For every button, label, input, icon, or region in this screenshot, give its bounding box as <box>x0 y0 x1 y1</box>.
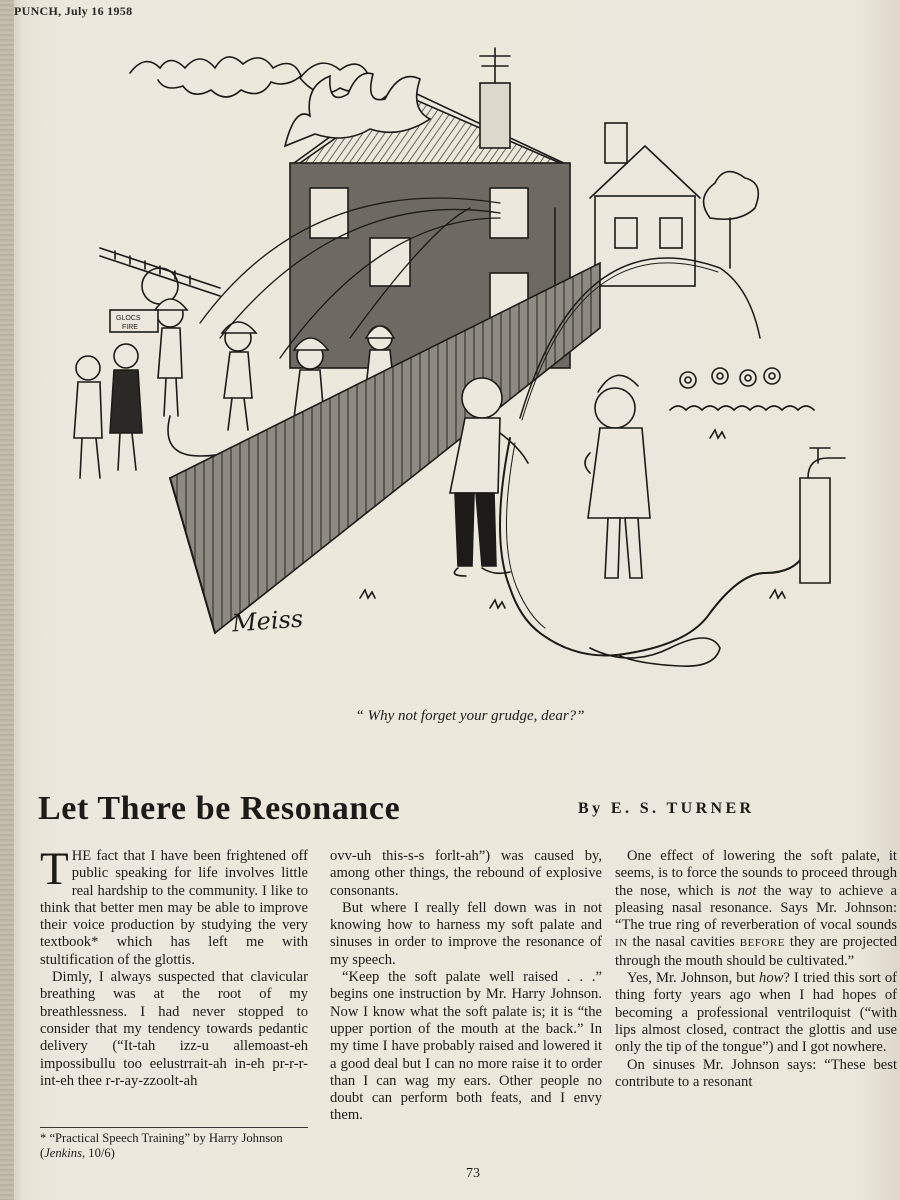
column-2 <box>330 848 602 1125</box>
text-run: the way to achieve a pleasing nasal resonance. Says Mr. Johnson: “The true ring of reverberation of vocal sounds <box>615 882 897 934</box>
paragraph: Dimly, I always suspected that clavicular breathing was at the root of my breathlessness. I had never stopped to consider that my tendency towards pedantic delivery (“It-tah izz-u allemoast-eh impossibullu too eelustrrait-ah in-eh pr-r-r-int-eh thee r-r-ay-zzoolt-ah <box>40 969 308 1089</box>
column-3 <box>615 848 897 1091</box>
paragraph <box>615 848 897 970</box>
drop-cap: T <box>40 843 69 895</box>
garden-hose-coil <box>500 438 808 656</box>
footnote-divider <box>40 1127 308 1128</box>
paragraph: ovv-uh this-s-s forlt-ah”) was caused by, among other things, the rebound of explosive consonants. <box>330 848 602 899</box>
neighbour-house <box>590 123 700 286</box>
emphasis: not <box>737 882 757 899</box>
footnote <box>40 1131 310 1161</box>
smoke-cloud <box>130 57 301 97</box>
flower-bed <box>670 368 814 410</box>
fire-sign-text-1: GLOCS <box>116 315 141 322</box>
emphasis: Jenkins, <box>44 1146 86 1160</box>
text-run: they are projected through the mouth should be cultivated.” <box>615 934 898 969</box>
book-spine-edge <box>0 0 14 1200</box>
paragraph: But where I really fell down was in not knowing how to harness my soft palate and sinuses in order to improve the resonance of my speech. <box>330 899 602 968</box>
small-caps: BEFORE <box>739 937 785 950</box>
paragraph: On sinuses Mr. Johnson says: “These best contribute to a resonant <box>615 1056 897 1090</box>
bystanders <box>74 344 142 478</box>
fire-ladder <box>100 248 220 296</box>
paragraph <box>615 970 897 1056</box>
text-run: * “Practical Speech Training” by Harry Johnson ( <box>40 1131 283 1160</box>
artist-signature: Meiss <box>231 604 304 638</box>
paragraph <box>40 843 308 969</box>
small-caps: IN <box>615 937 628 950</box>
article-title: Let There be Resonance <box>38 790 401 827</box>
cartoon-illustration <box>70 38 890 698</box>
text-run: ? I tried this sort of thing forty years ago when I had hopes of becoming a professional ventriloquist (“with lips almost closed, contract the glottis and use only the tip of the tongue”) and I got nowhere. <box>615 970 898 1056</box>
page-number: 73 <box>466 1166 480 1181</box>
emphasis: how <box>759 970 784 987</box>
article-byline: By E. S. TURNER <box>578 800 755 817</box>
text-run: 10/6) <box>85 1146 115 1160</box>
text-run: the nasal cavities <box>627 934 740 951</box>
text-run: One effect of lowering the soft palate, it seems, is to force the sounds to proceed through the nose, which is <box>615 848 897 899</box>
fire-sign-text-2: FIRE <box>122 324 138 331</box>
running-head: PUNCH, July 16 1958 <box>14 4 133 18</box>
garden-tap <box>800 448 845 583</box>
cartoon-caption: “ Why not forget your grudge, dear?” <box>355 708 585 724</box>
paragraph-text: HE fact that I have been frightened off public speaking for life involves little real hardship to the community. I like to think that better men may be able to improve their voice production by studying the very textbook* which has left me with stultification of the glottis. <box>40 848 308 968</box>
wife <box>585 375 650 578</box>
text-run: Yes, Mr. Johnson, but <box>627 970 760 987</box>
paragraph: “Keep the soft palate well raised . . .” begins one instruction by Mr. Harry Johnson. Now I know what the soft palate is; it is “the upper portion of the mouth at the back.” In my time I have probably raised and lowered it a good deal but I can no more raise it to order than I can wag my ears. Other people no doubt can perform both feats, and I envy them. <box>330 969 602 1124</box>
column-1 <box>40 843 308 1090</box>
